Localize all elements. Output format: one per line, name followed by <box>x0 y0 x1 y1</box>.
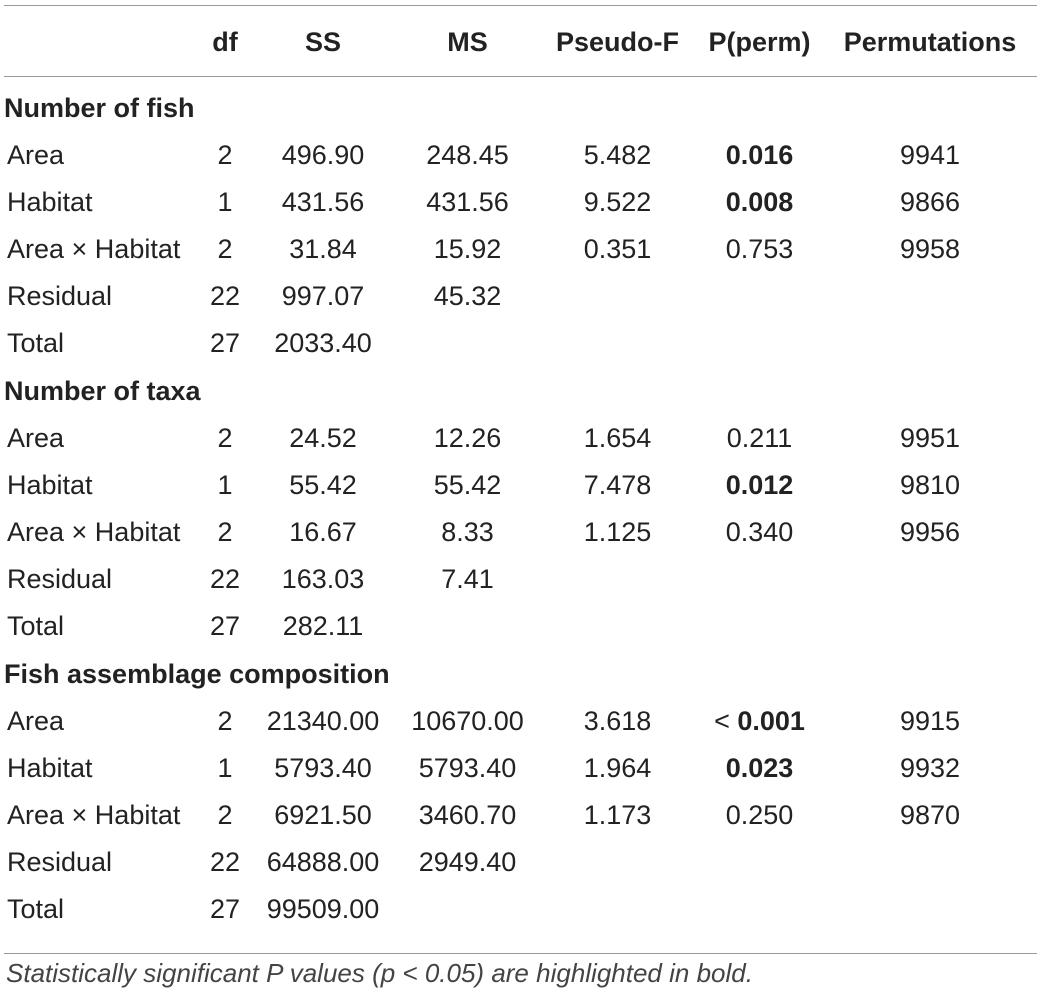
section-title: Number of fish <box>4 92 195 123</box>
cell-ss: 99509.00 <box>266 894 380 924</box>
cell-ms: 3460.70 <box>418 800 517 830</box>
cell-ss: 431.56 <box>281 187 365 217</box>
cell-permutations <box>823 273 1037 320</box>
cell-df: 27 <box>209 328 241 358</box>
cell-source: Area <box>7 423 65 453</box>
cell-ss: 64888.00 <box>266 847 380 877</box>
table-bottom-rule <box>4 953 1037 954</box>
table-row <box>4 603 1037 650</box>
table-row <box>4 792 1037 839</box>
cell-ss: 6921.50 <box>274 800 372 830</box>
cell-df: 2 <box>217 800 233 830</box>
cell-source: Habitat <box>7 470 93 500</box>
cell-ms: 12.26 <box>433 423 502 453</box>
cell-df: 22 <box>209 564 241 594</box>
cell-permutations <box>823 886 1037 933</box>
cell-permutations <box>823 556 1037 603</box>
table-row <box>4 415 1037 462</box>
cell-ss: 31.84 <box>289 234 357 264</box>
cell-ms: 8.33 <box>441 517 494 547</box>
cell-pseudo-f: 0.351 <box>583 234 652 264</box>
table-top-rule <box>4 5 1037 6</box>
section-title: Fish assemblage composition <box>4 658 390 689</box>
cell-p-perm <box>696 698 823 745</box>
cell-ms <box>396 603 539 650</box>
cell-ms: 248.45 <box>426 140 509 170</box>
cell-df: 2 <box>217 140 233 170</box>
cell-p-perm <box>696 745 823 792</box>
cell-ms: 5793.40 <box>418 753 517 783</box>
cell-source: Total <box>7 611 65 641</box>
cell-ms: 7.41 <box>441 564 494 594</box>
cell-pseudo-f <box>539 273 696 320</box>
cell-df: 27 <box>209 611 241 641</box>
cell-ss: 163.03 <box>281 564 365 594</box>
table-row <box>4 132 1037 179</box>
cell-p-perm <box>696 273 823 320</box>
cell-p-perm <box>696 226 823 273</box>
section-row <box>4 84 1037 132</box>
p-value: 0.016 <box>725 140 794 170</box>
table-row <box>4 745 1037 792</box>
cell-p-perm <box>696 179 823 226</box>
header-row <box>4 15 1037 70</box>
cell-source: Residual <box>7 847 113 877</box>
table-row <box>4 839 1037 886</box>
cell-permutations: 9866 <box>899 187 961 217</box>
p-value: 0.008 <box>725 187 794 217</box>
section-row <box>4 367 1037 415</box>
p-value: 0.211 <box>726 423 793 453</box>
cell-pseudo-f <box>539 839 696 886</box>
cell-ss: 997.07 <box>281 281 365 311</box>
cell-df: 1 <box>217 187 233 217</box>
cell-ms <box>396 886 539 933</box>
cell-pseudo-f: 1.173 <box>583 800 652 830</box>
cell-source: Area <box>7 140 65 170</box>
cell-df: 2 <box>217 423 233 453</box>
cell-source: Residual <box>7 281 113 311</box>
cell-p-perm <box>696 603 823 650</box>
table-row <box>4 226 1037 273</box>
section-row <box>4 650 1037 698</box>
cell-source: Residual <box>7 564 113 594</box>
col-header-ss: SS <box>304 27 342 57</box>
cell-ss: 2033.40 <box>274 328 372 358</box>
cell-p-perm <box>696 556 823 603</box>
cell-ss: 21340.00 <box>266 706 380 736</box>
cell-df: 1 <box>217 470 233 500</box>
table-body <box>4 84 1037 933</box>
cell-pseudo-f: 1.964 <box>583 753 652 783</box>
cell-ss: 282.11 <box>282 611 364 641</box>
cell-pseudo-f: 3.618 <box>583 706 652 736</box>
col-header-ms: MS <box>447 27 488 57</box>
table-row <box>4 556 1037 603</box>
cell-source: Area × Habitat <box>7 800 181 830</box>
cell-pseudo-f: 1.125 <box>583 517 652 547</box>
cell-df: 2 <box>217 517 233 547</box>
cell-source: Area <box>7 706 65 736</box>
cell-permutations: 9951 <box>899 423 961 453</box>
cell-ms: 431.56 <box>426 187 509 217</box>
cell-permutations: 9932 <box>899 753 961 783</box>
section-title: Number of taxa <box>4 375 201 406</box>
cell-p-perm <box>696 415 823 462</box>
cell-df: 27 <box>209 894 241 924</box>
cell-pseudo-f <box>539 320 696 367</box>
cell-source: Total <box>7 894 65 924</box>
cell-ms <box>396 320 539 367</box>
p-value: 0.753 <box>725 234 794 264</box>
cell-ms: 55.42 <box>433 470 502 500</box>
cell-pseudo-f <box>539 556 696 603</box>
cell-ms: 45.32 <box>433 281 502 311</box>
footnote: Statistically significant P values (p < 0.05) are highlighted in bold. <box>6 958 753 988</box>
cell-permutations <box>823 839 1037 886</box>
p-value: 0.012 <box>725 470 794 500</box>
cell-df: 22 <box>209 847 241 877</box>
cell-permutations <box>823 603 1037 650</box>
p-value: 0.023 <box>725 753 794 783</box>
col-header-p-perm: P(perm) <box>708 27 811 57</box>
cell-ms: 15.92 <box>433 234 502 264</box>
cell-pseudo-f: 5.482 <box>583 140 652 170</box>
cell-permutations: 9941 <box>899 140 961 170</box>
table-row <box>4 509 1037 556</box>
table-row <box>4 320 1037 367</box>
cell-p-perm <box>696 509 823 556</box>
table-row <box>4 698 1037 745</box>
col-header-df: df <box>212 27 238 57</box>
cell-ms: 10670.00 <box>411 706 524 736</box>
table-row <box>4 179 1037 226</box>
cell-source: Total <box>7 328 65 358</box>
table-row <box>4 886 1037 933</box>
p-prefix: < <box>714 706 730 736</box>
cell-p-perm <box>696 320 823 367</box>
cell-df: 2 <box>217 234 233 264</box>
cell-ss: 16.67 <box>289 517 357 547</box>
cell-permutations: 9956 <box>899 517 961 547</box>
cell-pseudo-f: 7.478 <box>583 470 652 500</box>
cell-pseudo-f: 1.654 <box>583 423 652 453</box>
cell-ss: 24.52 <box>289 423 357 453</box>
cell-source: Area × Habitat <box>7 517 181 547</box>
cell-df: 1 <box>217 753 233 783</box>
table-row <box>4 273 1037 320</box>
cell-df: 22 <box>209 281 241 311</box>
p-value: 0.001 <box>737 706 805 736</box>
cell-p-perm <box>696 462 823 509</box>
cell-permutations: 9810 <box>899 470 961 500</box>
cell-ms: 2949.40 <box>418 847 517 877</box>
col-header-pseudo-f: Pseudo-F <box>555 27 679 57</box>
cell-source: Habitat <box>7 753 93 783</box>
cell-pseudo-f <box>539 886 696 933</box>
cell-permutations <box>823 320 1037 367</box>
cell-permutations: 9915 <box>899 706 961 736</box>
cell-ss: 5793.40 <box>274 753 372 783</box>
cell-source: Area × Habitat <box>7 234 181 264</box>
p-value: 0.250 <box>725 800 794 830</box>
cell-p-perm <box>696 839 823 886</box>
cell-source: Habitat <box>7 187 93 217</box>
cell-ss: 496.90 <box>281 140 365 170</box>
col-header-permutations: Permutations <box>843 27 1017 57</box>
p-value: 0.340 <box>725 517 794 547</box>
cell-p-perm <box>696 792 823 839</box>
cell-permutations: 9870 <box>899 800 961 830</box>
cell-pseudo-f <box>539 603 696 650</box>
table-row <box>4 462 1037 509</box>
cell-df: 2 <box>217 706 233 736</box>
cell-pseudo-f: 9.522 <box>583 187 652 217</box>
cell-ss: 55.42 <box>289 470 357 500</box>
permanova-table <box>4 15 1037 933</box>
cell-p-perm <box>696 132 823 179</box>
col-header-source <box>4 15 200 70</box>
header-spacer <box>4 70 1037 84</box>
cell-p-perm <box>696 886 823 933</box>
cell-permutations: 9958 <box>899 234 961 264</box>
